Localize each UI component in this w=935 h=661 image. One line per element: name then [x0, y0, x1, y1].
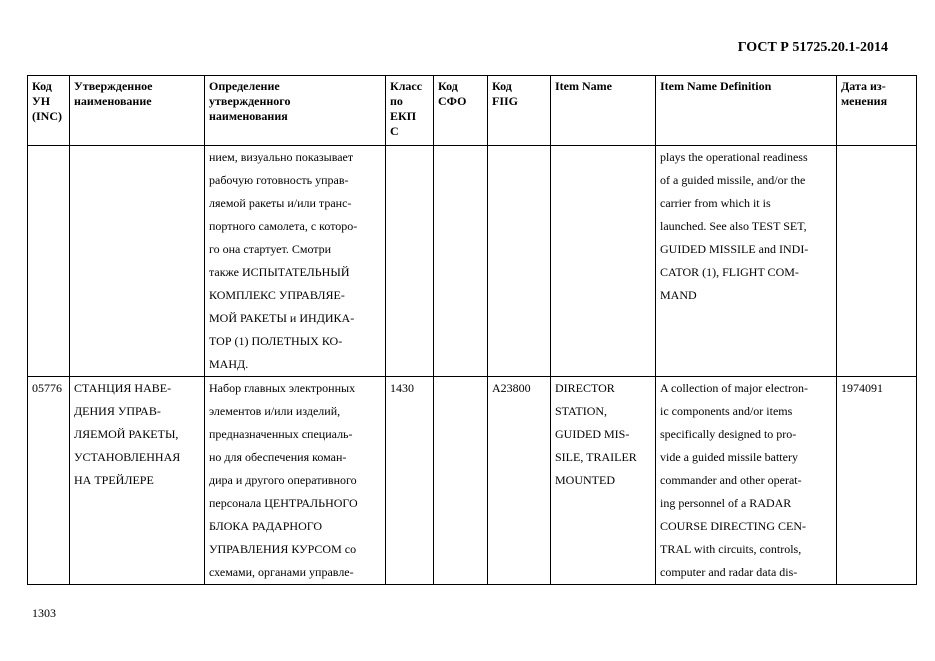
table-header-row	[28, 76, 917, 146]
text-line: Определение	[209, 79, 280, 93]
text-line: утвержденного	[209, 94, 291, 108]
text-line: СФО	[438, 94, 467, 108]
text-line: TRAL with circuits, controls,	[660, 542, 802, 556]
text-line: наименование	[74, 94, 152, 108]
text-line: МАНД.	[209, 357, 249, 371]
table-row	[28, 377, 917, 585]
text-line: of a guided missile, and/or the	[660, 173, 806, 187]
text-line: SILE, TRAILER	[555, 450, 637, 464]
text-line: 1430	[390, 381, 414, 395]
header-cell	[837, 76, 917, 146]
sfo-code-cell	[434, 146, 488, 377]
text-line: plays the operational readiness	[660, 150, 808, 164]
text-line: commander and other operat-	[660, 473, 802, 487]
text-line: также ИСПЫТАТЕЛЬНЫЙ	[209, 265, 350, 279]
text-line: дира и другого оперативного	[209, 473, 357, 487]
header-cell	[488, 76, 551, 146]
text-line: портного самолета, с которо-	[209, 219, 358, 233]
text-line: DIRECTOR	[555, 381, 615, 395]
text-line: рабочую готовность управ-	[209, 173, 349, 187]
text-line: нием, визуально показывает	[209, 150, 354, 164]
item-name-definition-cell	[656, 377, 837, 585]
text-line: ing personnel of a RADAR	[660, 496, 792, 510]
text-line: Item Name	[555, 79, 612, 93]
text-line: МОЙ РАКЕТЫ и ИНДИКА-	[209, 311, 355, 325]
definition-cell	[205, 146, 386, 377]
text-line: ДЕНИЯ УПРАВ-	[74, 404, 161, 418]
text-line: Код	[32, 79, 52, 93]
header-cell	[656, 76, 837, 146]
text-line: Дата из-	[841, 79, 886, 93]
text-line: УН	[32, 94, 51, 108]
text-line: vide a guided missile battery	[660, 450, 798, 464]
sfo-code-cell	[434, 377, 488, 585]
page-number: 1303	[32, 606, 56, 620]
text-line: FIIG	[492, 94, 519, 108]
text-line: ТОР (1) ПОЛЕТНЫХ КО-	[209, 334, 343, 348]
text-line: GUIDED MIS-	[555, 427, 630, 441]
change-date-cell	[837, 146, 917, 377]
text-line: ЕКП	[390, 109, 417, 123]
fiig-code-cell	[488, 377, 551, 585]
text-line: БЛОКА РАДАРНОГО	[209, 519, 323, 533]
text-line: specifically designed to pro-	[660, 427, 797, 441]
text-line: 05776	[32, 381, 62, 395]
text-line: MOUNTED	[555, 473, 615, 487]
text-line: ic components and/or items	[660, 404, 793, 418]
text-line: MAND	[660, 288, 697, 302]
class-cell	[386, 377, 434, 585]
text-line: A23800	[492, 381, 531, 395]
text-line: схемами, органами управле-	[209, 565, 354, 579]
catalog-table	[27, 75, 917, 585]
item-name-cell	[551, 377, 656, 585]
text-line: A collection of major electron-	[660, 381, 808, 395]
text-line: Код	[492, 79, 512, 93]
text-line: Item Name Definition	[660, 79, 772, 93]
change-date-cell	[837, 377, 917, 585]
text-line: carrier from which it is	[660, 196, 771, 210]
text-line: Код	[438, 79, 458, 93]
approved-name-cell	[70, 146, 205, 377]
text-line: С	[390, 124, 399, 138]
text-line: STATION,	[555, 404, 608, 418]
text-line: УПРАВЛЕНИЯ КУРСОМ со	[209, 542, 357, 556]
text-line: го она стартует. Смотри	[209, 242, 332, 256]
table-row	[28, 146, 917, 377]
text-line: computer and radar data dis-	[660, 565, 798, 579]
text-line: 1974091	[841, 381, 883, 395]
item-name-cell	[551, 146, 656, 377]
text-line: СТАНЦИЯ НАВЕ-	[74, 381, 172, 395]
text-line: КОМПЛЕКС УПРАВЛЯЕ-	[209, 288, 345, 302]
text-line: предназначенных специаль-	[209, 427, 353, 441]
text-line: по	[390, 94, 403, 108]
header-cell	[205, 76, 386, 146]
text-line: ляемой ракеты и/или транс-	[209, 196, 352, 210]
text-line: Набор главных электронных	[209, 381, 356, 395]
text-line: ЛЯЕМОЙ РАКЕТЫ,	[74, 427, 179, 441]
text-line: персонала ЦЕНТРАЛЬНОГО	[209, 496, 358, 510]
text-line: Класс	[390, 79, 423, 93]
text-line: (INC)	[32, 109, 62, 123]
text-line: но для обеспечения коман-	[209, 450, 347, 464]
document-title: ГОСТ Р 51725.20.1-2014	[737, 40, 888, 55]
text-line: CATOR (1), FLIGHT COM-	[660, 265, 799, 279]
header-cell	[551, 76, 656, 146]
text-line: УСТАНОВЛЕННАЯ	[74, 450, 181, 464]
text-line: COURSE DIRECTING CEN-	[660, 519, 806, 533]
header-cell	[28, 76, 70, 146]
text-line: менения	[841, 94, 888, 108]
inc-code-cell	[28, 377, 70, 585]
text-line: НА ТРЕЙЛЕРЕ	[74, 473, 154, 487]
class-cell	[386, 146, 434, 377]
text-line: launched. See also TEST SET,	[660, 219, 807, 233]
fiig-code-cell	[488, 146, 551, 377]
approved-name-cell	[70, 377, 205, 585]
header-cell	[434, 76, 488, 146]
header-cell	[70, 76, 205, 146]
text-line: наименования	[209, 109, 288, 123]
item-name-definition-cell	[656, 146, 837, 377]
definition-cell	[205, 377, 386, 585]
header-cell	[386, 76, 434, 146]
text-line: Утвержденное	[74, 79, 153, 93]
text-line: элементов и/или изделий,	[209, 404, 341, 418]
text-line: GUIDED MISSILE and INDI-	[660, 242, 809, 256]
inc-code-cell	[28, 146, 70, 377]
